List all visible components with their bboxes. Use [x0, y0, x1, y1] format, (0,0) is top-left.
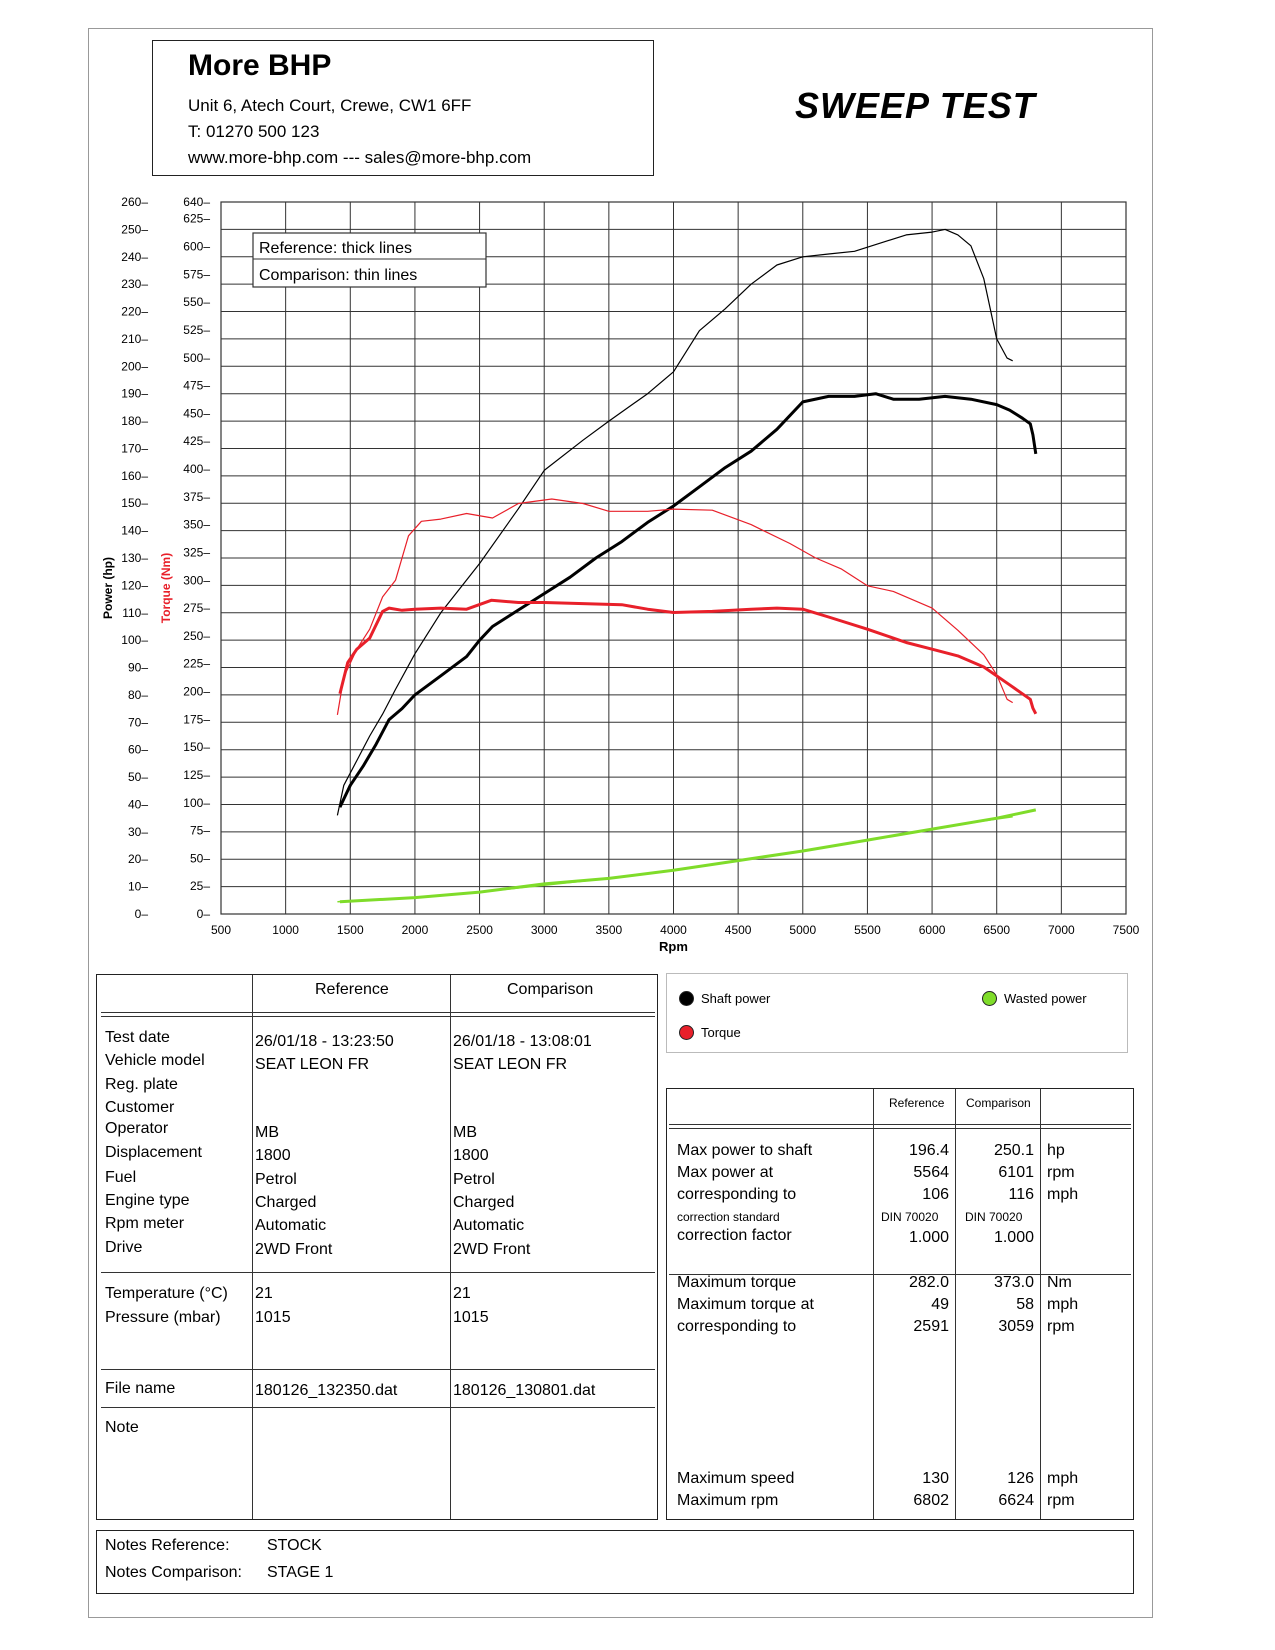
ref-max-power: 196.4 [908, 1142, 949, 1159]
notes-box [96, 1530, 1134, 1594]
torque-tick-label: 0– [196, 907, 210, 921]
label-temperature: Temperature (°C) [105, 1285, 228, 1302]
power-tick-label: 70– [127, 715, 148, 730]
unit-max-torque: Nm [1047, 1274, 1072, 1291]
power-axis-title: Power (hp) [101, 557, 115, 619]
ref-power-corresponding: 106 [922, 1186, 949, 1203]
torque-tick-label: 325– [183, 545, 210, 560]
cmp-rpm-meter: Automatic [453, 1217, 525, 1234]
legend-wasted-power: Wasted power [1004, 991, 1087, 1006]
torque-tick-label: 100– [183, 795, 210, 810]
torque-tick-label: 525– [183, 322, 210, 337]
cmp-torque-corresponding: 3059 [998, 1318, 1034, 1335]
torque-tick-label: 200– [183, 684, 210, 699]
ref-displacement: 1800 [255, 1147, 291, 1164]
torque-tick-label: 125– [183, 767, 210, 782]
x-axis-title: Rpm [659, 939, 688, 954]
cmp-max-power-at: 6101 [998, 1164, 1034, 1181]
torque-tick-label: 275– [183, 601, 210, 616]
notes-comparison-value: STAGE 1 [267, 1564, 334, 1581]
ref-max-power-at: 5564 [913, 1164, 949, 1181]
power-tick-label: 180– [121, 414, 148, 429]
x-tick-label: 500 [210, 923, 232, 937]
ref-drive: 2WD Front [255, 1241, 333, 1258]
unit-max-rpm: rpm [1047, 1492, 1075, 1509]
shaft-power-dot [679, 991, 694, 1006]
power-tick-label: 20– [127, 852, 148, 867]
power-tick-label: 90– [127, 660, 148, 675]
x-tick-label: 3000 [530, 923, 558, 937]
x-tick-label: 4500 [724, 923, 752, 937]
power-tick-label: 140– [121, 523, 148, 538]
cmp-drive: 2WD Front [453, 1241, 531, 1258]
torque-dot [679, 1025, 694, 1040]
unit-max-power: hp [1047, 1142, 1065, 1159]
torque-tick-label: 175– [183, 712, 210, 727]
x-tick-label: 6500 [983, 923, 1011, 937]
cmp-file-name: 180126_130801.dat [453, 1382, 596, 1399]
label-max-rpm: Maximum rpm [677, 1492, 779, 1509]
unit-power-corresponding: mph [1047, 1186, 1079, 1203]
details-table [96, 974, 658, 1520]
cmp-correction-factor: 1.000 [993, 1229, 1034, 1246]
power-tick-label: 200– [121, 359, 148, 374]
torque-tick-label: 625– [183, 211, 210, 226]
x-tick-label: 1500 [336, 923, 364, 937]
label-max-speed: Maximum speed [677, 1470, 795, 1487]
report-title: SWEEP TEST [795, 85, 1036, 126]
label-power-corresponding: corresponding to [677, 1186, 797, 1203]
cmp-max-speed: 126 [1007, 1470, 1034, 1487]
torque-tick-label: 640– [183, 195, 210, 209]
label-correction-factor: correction factor [677, 1227, 792, 1244]
company-name: More BHP [188, 49, 332, 82]
chart-legend [666, 973, 1128, 1053]
ref-file-name: 180126_132350.dat [255, 1382, 398, 1399]
results-table [666, 1088, 1134, 1520]
cmp-fuel: Petrol [453, 1171, 495, 1188]
power-tick-label: 260– [121, 195, 148, 209]
x-tick-label: 5000 [789, 923, 817, 937]
unit-torque-corresponding: rpm [1047, 1318, 1075, 1335]
ref-temperature: 21 [255, 1285, 273, 1302]
x-tick-label: 2500 [466, 923, 493, 937]
results-col-comparison: Comparison [966, 1096, 1031, 1110]
label-test-date: Test date [105, 1029, 170, 1046]
legend-torque: Torque [701, 1025, 741, 1040]
results-col-reference: Reference [889, 1096, 945, 1110]
notes-reference-value: STOCK [267, 1537, 322, 1554]
ref-max-torque-at: 49 [931, 1296, 949, 1313]
label-rpm-meter: Rpm meter [105, 1215, 185, 1232]
cmp-operator: MB [453, 1124, 477, 1141]
power-tick-label: 120– [121, 578, 148, 593]
label-max-torque-at: Maximum torque at [677, 1296, 814, 1313]
torque-tick-label: 500– [183, 350, 210, 365]
label-vehicle-model: Vehicle model [105, 1052, 205, 1069]
cmp-max-torque: 373.0 [993, 1274, 1034, 1291]
label-engine-type: Engine type [105, 1192, 190, 1209]
ref-correction-standard: DIN 70020 [881, 1210, 939, 1224]
torque-tick-label: 600– [183, 239, 210, 254]
ref-vehicle-model: SEAT LEON FR [255, 1056, 370, 1073]
torque-tick-label: 25– [189, 879, 210, 894]
torque-tick-label: 50– [189, 851, 210, 866]
power-tick-label: 30– [127, 824, 148, 839]
x-tick-label: 7000 [1048, 923, 1075, 937]
power-tick-label: 100– [121, 633, 148, 648]
power-tick-label: 50– [127, 770, 148, 785]
x-tick-label: 6000 [918, 923, 946, 937]
unit-max-speed: mph [1047, 1470, 1079, 1487]
label-note: Note [105, 1419, 139, 1436]
company-address: Unit 6, Atech Court, Crewe, CW1 6FF [188, 96, 472, 115]
label-max-torque: Maximum torque [677, 1274, 797, 1291]
power-tick-label: 40– [127, 797, 148, 812]
power-tick-label: 80– [127, 687, 148, 702]
torque-tick-label: 350– [183, 517, 210, 532]
torque-tick-label: 450– [183, 406, 210, 421]
power-tick-label: 240– [121, 249, 148, 264]
ref-max-speed: 130 [922, 1470, 949, 1487]
ref-max-torque: 282.0 [908, 1274, 949, 1291]
power-tick-label: 250– [121, 222, 148, 237]
torque-tick-label: 425– [183, 434, 210, 449]
cmp-max-rpm: 6624 [998, 1492, 1034, 1509]
label-file-name: File name [105, 1380, 176, 1397]
ref-max-rpm: 6802 [913, 1492, 949, 1509]
x-tick-label: 2000 [401, 923, 429, 937]
x-tick-label: 5500 [854, 923, 881, 937]
ref-operator: MB [255, 1124, 279, 1141]
ref-rpm-meter: Automatic [255, 1217, 327, 1234]
label-customer: Customer [105, 1099, 175, 1116]
legend-note-reference: Reference: thick lines [259, 240, 412, 257]
label-torque-corresponding: corresponding to [677, 1318, 797, 1335]
torque-tick-label: 400– [183, 462, 210, 476]
details-col-comparison: Comparison [507, 981, 594, 998]
label-displacement: Displacement [105, 1144, 202, 1161]
power-tick-label: 60– [127, 742, 148, 757]
power-tick-label: 190– [121, 386, 148, 401]
power-tick-label: 170– [121, 441, 148, 456]
label-drive: Drive [105, 1239, 143, 1256]
cmp-vehicle-model: SEAT LEON FR [453, 1056, 568, 1073]
x-tick-label: 7500 [1112, 923, 1140, 937]
cmp-max-power: 250.1 [993, 1142, 1034, 1159]
torque-tick-label: 75– [189, 823, 210, 838]
x-tick-label: 3500 [595, 923, 623, 937]
power-tick-label: 10– [127, 879, 148, 894]
torque-tick-label: 300– [183, 573, 210, 588]
details-col-reference: Reference [315, 981, 389, 998]
cmp-displacement: 1800 [453, 1147, 489, 1164]
cmp-temperature: 21 [453, 1285, 471, 1302]
wasted-power-dot [982, 991, 997, 1006]
power-tick-label: 130– [121, 551, 148, 565]
label-reg-plate: Reg. plate [105, 1076, 178, 1093]
x-tick-label: 1000 [272, 923, 299, 937]
ref-correction-factor: 1.000 [908, 1229, 949, 1246]
legend-note-comparison: Comparison: thin lines [259, 267, 418, 284]
unit-max-power-at: rpm [1047, 1164, 1075, 1181]
cmp-engine-type: Charged [453, 1194, 515, 1211]
label-pressure: Pressure (mbar) [105, 1309, 221, 1326]
label-correction-standard: correction standard [677, 1210, 780, 1224]
notes-reference-label: Notes Reference: [105, 1537, 230, 1554]
power-tick-label: 210– [121, 331, 148, 346]
company-web: www.more-bhp.com --- sales@more-bhp.com [188, 148, 532, 167]
torque-tick-label: 550– [183, 295, 210, 310]
torque-tick-label: 475– [183, 378, 210, 393]
cmp-power-corresponding: 116 [1008, 1186, 1034, 1203]
company-phone: T: 01270 500 123 [188, 122, 320, 141]
power-tick-label: 160– [121, 468, 148, 483]
torque-tick-label: 250– [183, 628, 210, 643]
torque-axis-title: Torque (Nm) [159, 552, 173, 624]
torque-tick-label: 150– [183, 740, 210, 755]
label-operator: Operator [105, 1120, 169, 1137]
power-tick-label: 110– [122, 605, 148, 620]
label-max-power-at: Max power at [677, 1164, 774, 1181]
cmp-pressure: 1015 [453, 1309, 489, 1326]
ref-torque-corresponding: 2591 [913, 1318, 949, 1335]
torque-tick-label: 225– [183, 656, 210, 671]
ref-fuel: Petrol [255, 1171, 297, 1188]
power-tick-label: 230– [121, 277, 148, 292]
unit-max-torque-at: mph [1047, 1296, 1079, 1313]
notes-comparison-label: Notes Comparison: [105, 1564, 242, 1581]
torque-tick-label: 375– [183, 489, 210, 504]
power-tick-label: 220– [121, 304, 148, 319]
ref-pressure: 1015 [255, 1309, 291, 1326]
power-tick-label: 150– [121, 496, 148, 511]
ref-test-date: 26/01/18 - 13:23:50 [255, 1033, 394, 1050]
label-max-power: Max power to shaft [677, 1142, 813, 1159]
legend-shaft-power: Shaft power [701, 991, 771, 1006]
power-tick-label: 0– [134, 907, 148, 921]
cmp-max-torque-at: 58 [1016, 1296, 1034, 1313]
cmp-correction-standard: DIN 70020 [965, 1210, 1023, 1224]
x-tick-label: 4000 [660, 923, 687, 937]
cmp-test-date: 26/01/18 - 13:08:01 [453, 1033, 592, 1050]
label-fuel: Fuel [105, 1169, 137, 1186]
torque-tick-label: 575– [183, 267, 210, 282]
ref-engine-type: Charged [255, 1194, 317, 1211]
